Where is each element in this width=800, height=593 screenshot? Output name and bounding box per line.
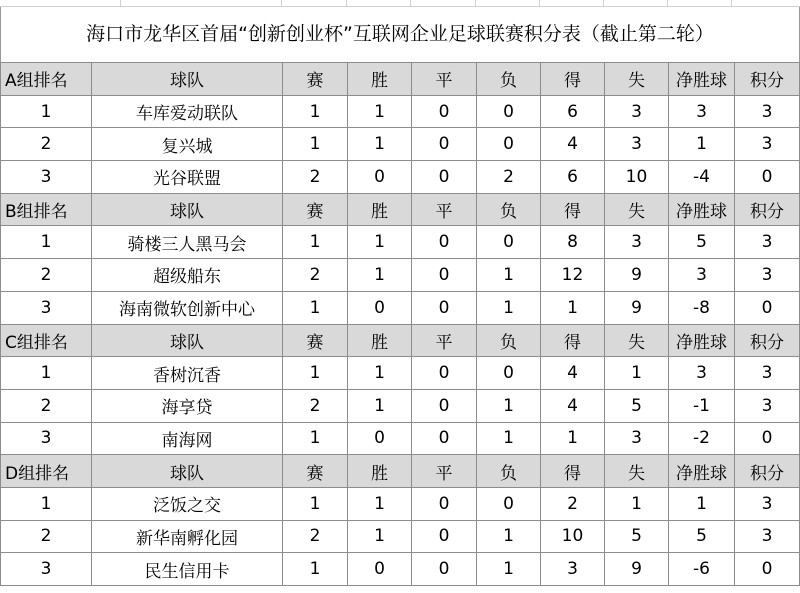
column-header-cell[interactable]: 球队 <box>92 324 283 357</box>
won-cell[interactable]: 1 <box>348 95 412 128</box>
rank-cell[interactable]: 1 <box>1 487 92 520</box>
column-header-cell[interactable]: 球队 <box>92 193 283 226</box>
group-header-row <box>1 324 800 357</box>
column-header-cell[interactable]: 失 <box>605 63 669 96</box>
goals-against-cell[interactable]: 1 <box>605 487 669 520</box>
goals-against-cell[interactable]: 3 <box>605 128 669 161</box>
goals-against-cell[interactable]: 3 <box>605 226 669 259</box>
team-name-cell[interactable]: 光谷联盟 <box>92 161 283 194</box>
points-cell[interactable]: 3 <box>735 259 800 292</box>
column-divider <box>410 0 411 6</box>
lost-cell[interactable]: 1 <box>477 259 541 292</box>
points-cell[interactable]: 3 <box>735 128 800 161</box>
drawn-cell[interactable]: 0 <box>412 128 477 161</box>
column-header-cell[interactable]: 平 <box>412 324 477 357</box>
lost-cell[interactable]: 0 <box>477 95 541 128</box>
played-cell[interactable]: 1 <box>283 95 348 128</box>
lost-cell[interactable]: 0 <box>477 128 541 161</box>
played-cell[interactable]: 1 <box>283 226 348 259</box>
goal-difference-cell[interactable]: 3 <box>669 357 735 390</box>
played-cell[interactable]: 2 <box>283 520 348 553</box>
team-name-cell[interactable]: 泛饭之交 <box>92 487 283 520</box>
team-name-cell[interactable]: 车库爱动联队 <box>92 95 283 128</box>
column-divider <box>281 0 282 6</box>
rank-cell[interactable]: 2 <box>1 128 92 161</box>
column-header-cell[interactable]: 平 <box>412 63 477 96</box>
points-cell[interactable]: 3 <box>735 226 800 259</box>
goal-difference-cell[interactable]: -8 <box>669 291 735 324</box>
column-header-cell[interactable]: 平 <box>412 193 477 226</box>
column-header-cell[interactable]: 赛 <box>283 63 348 96</box>
goals-for-cell[interactable]: 4 <box>541 389 605 422</box>
drawn-cell[interactable]: 0 <box>412 161 477 194</box>
column-header-cell[interactable]: 球队 <box>92 455 283 488</box>
goal-difference-cell[interactable]: 1 <box>669 128 735 161</box>
table-row <box>1 389 800 422</box>
table-row <box>1 553 800 586</box>
column-header-cell[interactable]: 得 <box>541 324 605 357</box>
goals-against-cell[interactable]: 10 <box>605 161 669 194</box>
played-cell[interactable]: 1 <box>283 487 348 520</box>
goals-against-cell[interactable]: 9 <box>605 553 669 586</box>
points-cell[interactable]: 3 <box>735 95 800 128</box>
drawn-cell[interactable]: 0 <box>412 259 477 292</box>
group-header-row <box>1 63 800 96</box>
points-cell[interactable]: 0 <box>735 161 800 194</box>
rank-cell[interactable]: 1 <box>1 226 92 259</box>
drawn-cell[interactable]: 0 <box>412 487 477 520</box>
group-header-row <box>1 193 800 226</box>
table-row <box>1 128 800 161</box>
column-header-cell[interactable]: 得 <box>541 455 605 488</box>
drawn-cell[interactable]: 0 <box>412 389 477 422</box>
played-cell[interactable]: 1 <box>283 291 348 324</box>
won-cell[interactable]: 0 <box>348 291 412 324</box>
goals-against-cell[interactable]: 1 <box>605 357 669 390</box>
rank-cell[interactable]: 1 <box>1 357 92 390</box>
column-header-cell[interactable]: 胜 <box>348 324 412 357</box>
goal-difference-cell[interactable]: 5 <box>669 520 735 553</box>
goals-for-cell[interactable]: 4 <box>541 357 605 390</box>
column-header-cell[interactable]: 得 <box>541 63 605 96</box>
points-cell[interactable]: 3 <box>735 487 800 520</box>
team-name-cell[interactable]: 新华南孵化园 <box>92 520 283 553</box>
team-name-cell[interactable]: 海享贷 <box>92 389 283 422</box>
goals-for-cell[interactable]: 4 <box>541 128 605 161</box>
goals-against-cell[interactable]: 5 <box>605 389 669 422</box>
goal-difference-cell[interactable]: 1 <box>669 487 735 520</box>
table-row <box>1 259 800 292</box>
played-cell[interactable]: 1 <box>283 128 348 161</box>
column-header-cell[interactable]: 赛 <box>283 324 348 357</box>
goal-difference-cell[interactable]: 3 <box>669 95 735 128</box>
team-name-cell[interactable]: 复兴城 <box>92 128 283 161</box>
goals-for-cell[interactable]: 10 <box>541 520 605 553</box>
group-rank-header-cell[interactable]: C组排名 <box>1 324 92 357</box>
lost-cell[interactable]: 1 <box>477 291 541 324</box>
goals-against-cell[interactable]: 9 <box>605 259 669 292</box>
rank-cell[interactable]: 3 <box>1 422 92 455</box>
goals-for-cell[interactable]: 2 <box>541 487 605 520</box>
lost-cell[interactable]: 0 <box>477 357 541 390</box>
group-rank-header-cell[interactable]: D组排名 <box>1 455 92 488</box>
goal-difference-cell[interactable]: 5 <box>669 226 735 259</box>
column-header-cell[interactable]: 赛 <box>283 193 348 226</box>
table-row <box>1 520 800 553</box>
column-header-cell[interactable]: 净胜球 <box>669 193 735 226</box>
column-divider <box>120 0 121 6</box>
lost-cell[interactable]: 1 <box>477 520 541 553</box>
goal-difference-cell[interactable]: -1 <box>669 389 735 422</box>
row-header-strip <box>0 0 800 7</box>
points-cell[interactable]: 0 <box>735 422 800 455</box>
table-row <box>1 357 800 390</box>
won-cell[interactable]: 1 <box>348 357 412 390</box>
lost-cell[interactable]: 2 <box>477 161 541 194</box>
goal-difference-cell[interactable]: -4 <box>669 161 735 194</box>
won-cell[interactable]: 1 <box>348 487 412 520</box>
column-header-cell[interactable]: 失 <box>605 324 669 357</box>
column-header-cell[interactable]: 球队 <box>92 63 283 96</box>
team-name-cell[interactable]: 民生信用卡 <box>92 553 283 586</box>
column-header-cell[interactable]: 赛 <box>283 455 348 488</box>
team-name-cell[interactable]: 香树沉香 <box>92 357 283 390</box>
goals-for-cell[interactable]: 8 <box>541 226 605 259</box>
goals-for-cell[interactable]: 12 <box>541 259 605 292</box>
won-cell[interactable]: 1 <box>348 389 412 422</box>
column-header-cell[interactable]: 积分 <box>735 193 800 226</box>
rank-cell[interactable]: 2 <box>1 389 92 422</box>
standings-table <box>0 62 800 586</box>
column-header-cell[interactable]: 平 <box>412 455 477 488</box>
column-divider <box>475 0 476 6</box>
column-header-cell[interactable]: 净胜球 <box>669 63 735 96</box>
column-divider <box>346 0 347 6</box>
lost-cell[interactable]: 1 <box>477 389 541 422</box>
won-cell[interactable]: 0 <box>348 161 412 194</box>
goals-for-cell[interactable]: 6 <box>541 161 605 194</box>
column-header-cell[interactable]: 积分 <box>735 63 800 96</box>
lost-cell[interactable]: 0 <box>477 487 541 520</box>
goals-against-cell[interactable]: 3 <box>605 95 669 128</box>
column-divider <box>603 0 604 6</box>
goal-difference-cell[interactable]: -2 <box>669 422 735 455</box>
goals-for-cell[interactable]: 1 <box>541 291 605 324</box>
team-name-cell[interactable]: 骑楼三人黑马会 <box>92 226 283 259</box>
goals-against-cell[interactable]: 5 <box>605 520 669 553</box>
drawn-cell[interactable]: 0 <box>412 553 477 586</box>
rank-cell[interactable]: 2 <box>1 259 92 292</box>
team-name-cell[interactable]: 南海网 <box>92 422 283 455</box>
goal-difference-cell[interactable]: 3 <box>669 259 735 292</box>
goals-for-cell[interactable]: 6 <box>541 95 605 128</box>
rank-cell[interactable]: 3 <box>1 553 92 586</box>
team-name-cell[interactable]: 海南微软创新中心 <box>92 291 283 324</box>
won-cell[interactable]: 1 <box>348 520 412 553</box>
column-header-cell[interactable]: 积分 <box>735 324 800 357</box>
drawn-cell[interactable]: 0 <box>412 422 477 455</box>
points-cell[interactable]: 3 <box>735 357 800 390</box>
column-header-cell[interactable]: 积分 <box>735 455 800 488</box>
group-header-row <box>1 455 800 488</box>
rank-cell[interactable]: 1 <box>1 95 92 128</box>
points-cell[interactable]: 0 <box>735 291 800 324</box>
lost-cell[interactable]: 1 <box>477 422 541 455</box>
goals-against-cell[interactable]: 3 <box>605 422 669 455</box>
table-row <box>1 95 800 128</box>
drawn-cell[interactable]: 0 <box>412 291 477 324</box>
column-header-cell[interactable]: 负 <box>477 324 541 357</box>
played-cell[interactable]: 2 <box>283 259 348 292</box>
played-cell[interactable]: 2 <box>283 161 348 194</box>
won-cell[interactable]: 1 <box>348 226 412 259</box>
standings-title[interactable]: 海口市龙华区首届“创新创业杯”互联网企业足球联赛积分表（截止第二轮） <box>0 7 800 62</box>
table-row <box>1 487 800 520</box>
table-row <box>1 226 800 259</box>
column-header-cell[interactable]: 胜 <box>348 63 412 96</box>
points-cell[interactable]: 3 <box>735 520 800 553</box>
column-header-cell[interactable]: 净胜球 <box>669 324 735 357</box>
column-divider <box>667 0 668 6</box>
won-cell[interactable]: 1 <box>348 128 412 161</box>
table-row <box>1 422 800 455</box>
team-name-cell[interactable]: 超级船东 <box>92 259 283 292</box>
column-header-cell[interactable]: 净胜球 <box>669 455 735 488</box>
drawn-cell[interactable]: 0 <box>412 357 477 390</box>
played-cell[interactable]: 1 <box>283 553 348 586</box>
column-header-cell[interactable]: 胜 <box>348 455 412 488</box>
column-header-cell[interactable]: 胜 <box>348 193 412 226</box>
column-header-cell[interactable]: 失 <box>605 193 669 226</box>
table-row <box>1 291 800 324</box>
played-cell[interactable]: 1 <box>283 357 348 390</box>
column-divider <box>731 0 732 6</box>
rank-cell[interactable]: 3 <box>1 291 92 324</box>
won-cell[interactable]: 1 <box>348 259 412 292</box>
won-cell[interactable]: 0 <box>348 553 412 586</box>
column-header-cell[interactable]: 得 <box>541 193 605 226</box>
goal-difference-cell[interactable]: -6 <box>669 553 735 586</box>
drawn-cell[interactable]: 0 <box>412 95 477 128</box>
group-rank-header-cell[interactable]: B组排名 <box>1 193 92 226</box>
won-cell[interactable]: 0 <box>348 422 412 455</box>
table-row <box>1 161 800 194</box>
lost-cell[interactable]: 1 <box>477 553 541 586</box>
standings-body <box>1 63 800 586</box>
points-cell[interactable]: 0 <box>735 553 800 586</box>
drawn-cell[interactable]: 0 <box>412 226 477 259</box>
points-cell[interactable]: 3 <box>735 389 800 422</box>
goals-against-cell[interactable]: 9 <box>605 291 669 324</box>
rank-cell[interactable]: 2 <box>1 520 92 553</box>
lost-cell[interactable]: 0 <box>477 226 541 259</box>
column-header-cell[interactable]: 负 <box>477 63 541 96</box>
column-header-cell[interactable]: 负 <box>477 455 541 488</box>
goals-for-cell[interactable]: 1 <box>541 422 605 455</box>
drawn-cell[interactable]: 0 <box>412 520 477 553</box>
played-cell[interactable]: 2 <box>283 389 348 422</box>
played-cell[interactable]: 1 <box>283 422 348 455</box>
goals-for-cell[interactable]: 3 <box>541 553 605 586</box>
column-header-cell[interactable]: 负 <box>477 193 541 226</box>
group-rank-header-cell[interactable]: A组排名 <box>1 63 92 96</box>
column-header-cell[interactable]: 失 <box>605 455 669 488</box>
rank-cell[interactable]: 3 <box>1 161 92 194</box>
column-divider <box>539 0 540 6</box>
